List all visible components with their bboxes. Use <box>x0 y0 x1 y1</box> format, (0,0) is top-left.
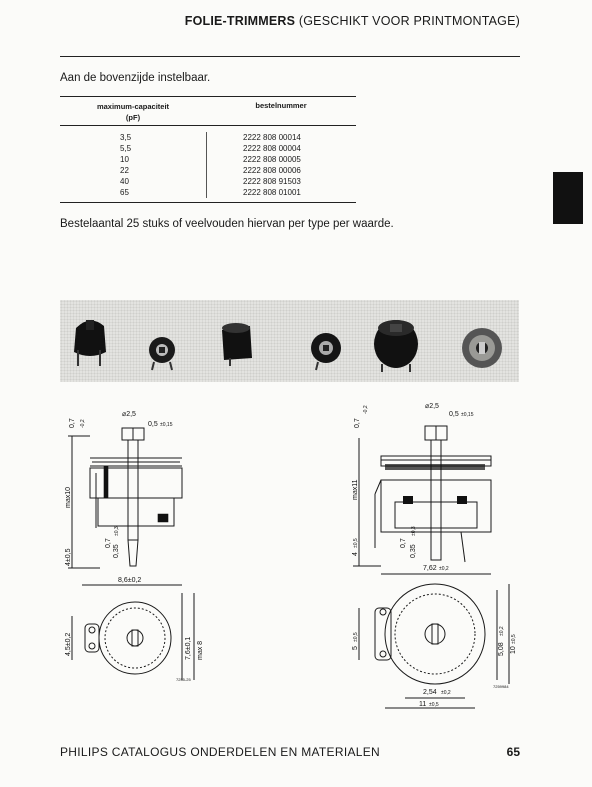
dim-label: 4,5±0,2 <box>65 632 72 656</box>
dim-label: -0,2 <box>363 405 369 414</box>
dim-label: ±0,5 <box>429 702 439 708</box>
dim-label: max10 <box>65 486 72 508</box>
page-number: 65 <box>506 745 520 759</box>
table-body <box>60 126 356 202</box>
dim-label: -0,2 <box>80 419 86 428</box>
dim-label: 0,7 <box>69 418 76 428</box>
header-rule <box>60 56 520 57</box>
table-cell-ordernr: 2222 808 00014 <box>243 133 301 142</box>
capacity-header-unit: (pF) <box>125 113 141 122</box>
dim-label: ±0,2 <box>499 626 505 636</box>
dim-label: 0,7 <box>400 538 407 548</box>
dim-label: 0,35 <box>410 544 417 558</box>
table-cell-capacity: 65 <box>120 188 129 197</box>
order-note: Bestelaantal 25 stuks of veelvouden hiervan per type per waarde. <box>60 218 394 230</box>
table-cell-ordernr: 2222 808 00005 <box>243 155 301 164</box>
dim-label: ⌀2,5 <box>122 411 136 418</box>
dim-label: ±0,5 <box>511 634 517 644</box>
section-tab-marker <box>553 172 583 224</box>
dim-label: 5 <box>352 646 359 650</box>
capacity-column <box>60 132 207 198</box>
dim-label: ±0,5 <box>353 538 359 548</box>
table-cell-ordernr: 2222 808 01001 <box>243 188 301 197</box>
dim-label: ±0,2 <box>439 566 449 572</box>
table-cell-ordernr: 2222 808 00006 <box>243 166 301 175</box>
page-header <box>60 14 520 28</box>
dim-label: 5,08 <box>498 642 505 656</box>
trimmer-photo <box>311 333 341 370</box>
capacity-header-label: maximum-capaciteit <box>96 102 170 111</box>
trimmer-photo <box>374 320 418 372</box>
trimmer-photo <box>462 328 502 368</box>
dim-label: 2,54 <box>423 689 437 696</box>
dim-label: 4±0,5 <box>65 548 72 566</box>
dim-label: ±0,5 <box>353 632 359 642</box>
product-photo <box>60 300 519 382</box>
table-cell-ordernr: 2222 808 00004 <box>243 144 301 153</box>
dim-label: ±0,15 <box>461 412 474 418</box>
table-cell-capacity: 5,5 <box>120 144 132 153</box>
dim-label: 10 <box>510 646 517 654</box>
header-subtitle: (GESCHIKT VOOR PRINTMONTAGE) <box>298 14 520 28</box>
dim-label: 0,35 <box>113 544 120 558</box>
drawing-right <box>345 398 520 713</box>
dim-label: 7,6±0,1 <box>185 636 192 660</box>
dim-label: 0,5 <box>449 411 459 418</box>
dim-label: 4 <box>352 552 359 556</box>
footer-catalog: PHILIPS CATALOGUS ONDERDELEN EN MATERIALEN <box>60 745 380 759</box>
header-title: FOLIE-TRIMMERS <box>184 14 296 28</box>
dim-label: ±0,3 <box>411 526 417 536</box>
order-table <box>60 96 356 203</box>
table-cell-capacity: 22 <box>120 166 129 175</box>
table-header <box>60 97 356 126</box>
ordernr-column <box>207 132 356 198</box>
table-cell-ordernr: 2222 808 91503 <box>243 177 301 186</box>
drawing-code: 7259984 <box>493 684 509 689</box>
trimmer-photo <box>74 320 106 366</box>
dim-label: 8,6±0,2 <box>118 577 142 584</box>
dim-label: 7,62 <box>423 565 437 572</box>
trimmer-photo <box>222 323 252 366</box>
intro-text: Aan de bovenzijde instelbaar. <box>60 72 211 84</box>
col-capacity-header <box>60 97 206 125</box>
table-cell-capacity: 40 <box>120 177 129 186</box>
dim-label: 11 <box>419 701 427 708</box>
drawing-left <box>60 398 210 683</box>
dim-label: ±0,3 <box>114 526 120 536</box>
trimmer-photo <box>149 337 175 370</box>
table-cell-capacity: 10 <box>120 155 129 164</box>
dim-label: max 8 <box>197 640 204 660</box>
dim-label: 0,7 <box>354 418 361 428</box>
dim-label: 0,7 <box>105 538 112 548</box>
dim-label: 0,5 <box>148 421 158 428</box>
dim-label: ±0,15 <box>160 422 173 428</box>
dim-label: max11 <box>352 479 359 500</box>
dim-label: ±0,2 <box>441 690 451 696</box>
col-ordernr-header: bestelnummer <box>255 101 307 110</box>
drawing-code: 7255-25 <box>176 677 191 682</box>
dim-label: ⌀2,5 <box>425 403 439 410</box>
table-cell-capacity: 3,5 <box>120 133 132 142</box>
